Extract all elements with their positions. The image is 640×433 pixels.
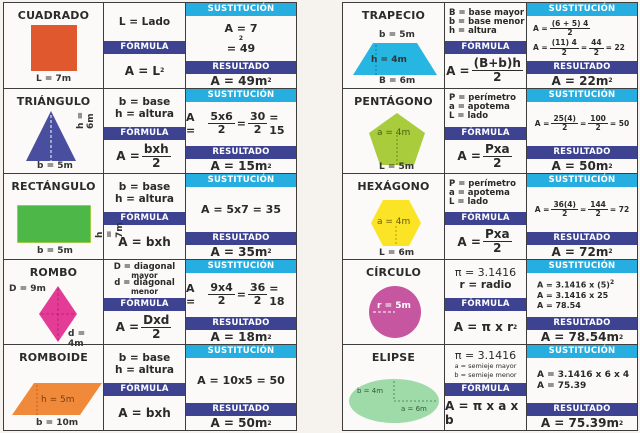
substitution-header: SUSTITUCIÓN [186,89,296,102]
variables-cell [104,89,186,174]
result-value: A = 15m 2 [210,159,272,173]
radius-label: r = 5m [377,300,411,311]
minor-base-label: b = 5m [379,30,415,40]
shape-title: CÍRCULO [365,265,421,279]
fraction [472,57,523,84]
result-value: A = 72m 2 [551,244,613,259]
sub-rhs: = 72 [609,204,630,214]
shape-title: ROMBO [29,265,78,279]
substitution-body [527,358,637,403]
sub-rhs: = 15 [269,110,285,137]
row-rectangle [4,174,296,260]
square-shape-icon [31,25,77,71]
denominator: 2 [595,123,601,133]
fraction [483,228,512,255]
row-square [4,3,296,89]
shape-title: ELIPSE [371,351,416,364]
left-table [3,2,297,431]
substitution-cell [527,89,637,174]
formula-header: FÓRMULA [445,383,526,396]
row-hexagon [343,174,637,260]
variable-line: b = base [118,95,171,108]
variable-line: L = lado [449,111,489,121]
variable-line: B = base mayor [449,7,525,18]
variable-line: P = perímetro [449,178,516,189]
variable-line: b = base [118,181,171,193]
formula [445,225,526,259]
numerator: 44 [591,38,602,48]
circle-shape-icon [369,286,421,338]
substitution-header: SUSTITUCIÓN [186,260,296,273]
substitution-cell [527,260,637,345]
variables-cell [445,174,527,259]
base-label: b = 5m [37,160,73,171]
variable-line: P = perímetro [449,93,516,103]
variables [104,260,185,298]
sub-lhs: A = [533,23,548,33]
substitution-cell [186,345,296,431]
sub-line [533,20,592,38]
substitution-header: SUSTITUCIÓN [527,345,637,358]
row-rhomboid [4,345,296,431]
sub-rhs: = 50 [609,119,630,129]
sub-lhs: A = [533,43,548,52]
height-label: h = 7m [95,222,125,238]
substitution-body: A = 7 2 = 49 [224,21,258,55]
substitution-header: SUSTITUCIÓN [527,174,637,187]
denominator: 2 [595,208,601,218]
row-ellipse [343,345,637,431]
fraction [483,143,512,170]
fraction [551,115,578,133]
variable-line: h = altura [449,25,497,36]
figure-cell [343,89,445,174]
numerator: 100 [590,114,606,123]
denominator: 2 [561,47,567,57]
formula [104,140,185,174]
formula-header: FÓRMULA [445,212,526,225]
figure-cell [4,89,104,174]
substitution-body: A = $\frac{9x4}{2}$ = $\frac{36}{2}$ = 18 [186,273,296,318]
denominator: 2 [152,155,161,170]
result-value: A = 18m 2 [210,330,272,344]
substitution-cell [527,174,637,259]
substitution-body [527,273,637,318]
denominator: 2 [253,123,262,137]
variable-line: π = 3.1416 [454,265,517,279]
variables [445,89,526,127]
denominator: 2 [253,294,262,308]
formula-header: FÓRMULA [104,41,185,54]
apothem-label: a = 4m [377,217,411,227]
sub-rhs: = 18 [269,281,285,308]
result-header: RESULTADO [527,232,637,245]
variable-line: b = semieje menor [454,370,517,379]
substitution-header: SUSTITUCIÓN [186,3,296,16]
result-value: A = 35m 2 [210,244,272,259]
substitution-cell [186,89,296,174]
formula: A = π x a x b [445,399,519,428]
numerator: bxh [143,141,169,156]
denominator: 2 [567,28,573,37]
formula-header: FÓRMULA [104,298,185,311]
pentagon-shape-icon [369,113,425,165]
figure-cell [4,3,104,88]
formula [445,140,526,174]
result-header: RESULTADO [186,61,296,74]
triangle-shape-icon [26,111,76,161]
result-value: A = 50m 2 [551,159,613,173]
formula-lhs: A = [116,149,140,164]
row-rhombus [4,260,296,349]
base-label: b = 5m [37,246,73,256]
result-header: RESULTADO [527,317,637,330]
figure-cell [343,3,445,88]
shape-title: ROMBOIDE [19,351,88,364]
fraction [248,282,267,307]
variable-line: h = altura [114,107,175,120]
fraction [589,39,603,57]
substitution-header: SUSTITUCIÓN [186,345,296,358]
variable-line: L = Lado [118,16,171,28]
formula-lhs: A = [115,320,140,335]
fraction [208,111,234,136]
variable-line: π = 3.1416 [454,348,517,362]
substitution-body [527,16,637,61]
figure-cell [343,174,445,259]
fraction [550,20,591,38]
result-value: A = 49m 2 [210,73,272,88]
major-semiaxis-label: a = 6m [401,405,427,413]
sub-line: A = 3.1416 x 25 [537,291,609,301]
height-label: h = 5m [41,395,75,405]
right-table [342,2,638,431]
sub-line: A = 3.1416 x 6 x 4 [537,369,630,380]
fraction [588,115,608,133]
base-label: b = 10m [36,418,79,428]
result-header: RESULTADO [186,232,296,245]
fraction [551,201,578,219]
variable-line: a = apotema [449,102,510,112]
variable-line: a = apotema [449,187,510,198]
shape-title: TRAPECIO [361,9,426,22]
variables [445,260,526,298]
formula-lhs: A = [457,149,481,164]
shape-title: RECTÁNGULO [11,180,96,193]
figure-cell [4,260,104,349]
fraction [142,143,171,170]
figure-cell [4,345,104,431]
figure-cell [343,260,445,345]
numerator: 5x6 [210,110,233,124]
variables [104,3,185,41]
row-trapezoid [343,3,637,89]
substitution-cell [186,3,296,88]
ellipse-shape-icon [349,379,439,423]
sub-lhs: A = [186,281,196,308]
major-diagonal-label: D = 9m [9,283,46,294]
formula [445,54,526,88]
result-header: RESULTADO [186,403,296,416]
variables [445,3,526,41]
major-base-label: B = 6m [379,76,416,86]
formula-lhs: A = [446,63,470,78]
variable-line: d = diagonal [114,277,175,288]
substitution-header: SUSTITUCIÓN [527,3,637,16]
fraction [208,282,234,307]
result-value: A = 78.54m 2 [540,330,624,344]
denominator: 2 [562,123,568,133]
variable-line: menor [130,286,159,296]
formula [104,311,185,345]
result-value: A = 50m 2 [210,416,272,431]
rectangle-shape-icon [17,205,91,243]
variables [104,89,185,127]
shape-title: CUADRADO [17,9,90,22]
variable-line: D = diagonal [113,261,176,272]
substitution-cell [186,260,296,345]
numerator: Dxd [143,312,170,327]
formula-header: FÓRMULA [104,127,185,140]
result-header: RESULTADO [527,146,637,159]
numerator: 36(4) [553,199,576,209]
formula-header: FÓRMULA [445,41,526,54]
shape-title: PENTÁGONO [354,94,433,108]
variable-line: h = altura [114,193,175,205]
denominator: 2 [562,208,568,218]
variables-cell [445,260,527,345]
substitution-cell [527,345,637,431]
result-header: RESULTADO [186,317,296,330]
formula-header: FÓRMULA [104,212,185,225]
sub-rhs: = 22 [605,43,625,52]
variables-cell [104,174,186,259]
variable-line: mayor [131,270,158,280]
substitution-body: A = $\frac{36(4)}{2}$ = $\frac{144}{2}$ = 72 [534,199,630,218]
height-label: h = 4m [371,55,407,65]
sub-lhs: A = [186,110,196,137]
denominator: 2 [217,123,226,137]
formula: A = π x r 2 [453,320,518,335]
numerator: 25(4) [553,114,576,123]
sub-lhs: A = [534,119,550,129]
variable-line: r = radio [459,278,512,291]
variables [445,345,526,383]
figure-cell [343,345,445,431]
variables-cell [445,3,527,88]
fraction [141,314,171,341]
numerator: 9x4 [210,281,233,295]
sub-line: A = 3.1416 x $(5)^2$ [537,279,615,291]
variables-cell [104,345,186,431]
substitution-cell [527,3,637,88]
variables [104,345,185,383]
formula: A = L 2 [124,63,165,78]
substitution-body: A = 5x7 = 35 [201,202,281,216]
numerator: 144 [590,199,606,209]
formula-header: FÓRMULA [445,298,526,311]
variable-line: h = altura [114,364,175,376]
numerator: 36 [249,281,266,295]
result-value: A = 22m 2 [551,73,613,88]
formula-header: FÓRMULA [104,383,185,396]
sub-line: A = $\frac{(11) 4}{2}$ = $\frac{44}{2}$ = 22 [533,38,625,57]
variables-cell [104,3,186,88]
variables [445,174,526,212]
result-header: RESULTADO [527,61,637,74]
result-value: A = 75.39m 2 [540,416,624,431]
fraction [550,39,579,57]
row-circle [343,260,637,346]
result-header: RESULTADO [527,403,637,416]
denominator: 2 [593,47,599,57]
formula: A = bxh [118,234,171,249]
formula-lhs: A = [457,234,481,249]
fraction [248,111,267,136]
substitution-body: A = $\frac{5x6}{2}$ = $\frac{30}{2}$ = 15 [186,102,296,147]
variables-cell [445,89,527,174]
dimension-label: L = 7m [36,74,72,84]
shape-title: TRIÁNGULO [16,94,91,108]
side-label: L = 5m [379,161,415,172]
row-pentagon [343,89,637,175]
formula: A = bxh [118,406,171,421]
substitution-header: SUSTITUCIÓN [527,89,637,102]
formula-header: FÓRMULA [445,127,526,140]
denominator: 2 [217,294,226,308]
variable-line: b = base [118,352,171,364]
denominator: 2 [493,155,502,170]
substitution-body: A = $\frac{25(4)}{2}$ = $\frac{100}{2}$ = 50 [534,114,630,133]
numerator: (11) 4 [551,38,577,48]
variables [104,174,185,212]
side-label: L = 6m [379,248,415,258]
variable-line: b = base menor [449,16,525,27]
numerator: Pxa [484,141,510,156]
result-header: RESULTADO [186,146,296,159]
figure-cell [4,174,125,259]
minor-semiaxis-label: b = 4m [357,387,384,395]
substitution-body: A = 10x5 = 50 [197,374,285,387]
numerator: (6 + 5) 4 [551,18,589,28]
sub-line: A = 75.39 [537,380,587,391]
numerator: (B+b)h [473,56,521,71]
shape-title: HEXÁGONO [357,180,430,193]
sub-lhs: A = [534,204,550,214]
substitution-header: SUSTITUCIÓN [527,260,637,273]
variable-line: L = lado [449,196,489,207]
numerator: 30 [249,110,266,124]
sub-line: A = 78.54 [537,301,581,311]
denominator: 2 [493,241,502,256]
denominator: 2 [493,70,502,85]
height-label: h = 6m [76,111,96,129]
fraction [588,201,608,219]
variable-line: a = semieje mayor [454,361,517,370]
minor-diagonal-label: d = 4m [68,328,86,349]
denominator: 2 [152,326,161,341]
numerator: Pxa [484,227,510,242]
row-triangle [4,89,296,175]
substitution-header: SUSTITUCIÓN [186,174,296,187]
substitution-cell [186,174,296,259]
variables-cell [445,345,527,431]
apothem-label: a = 4m [377,127,411,138]
variables-cell [104,260,186,345]
